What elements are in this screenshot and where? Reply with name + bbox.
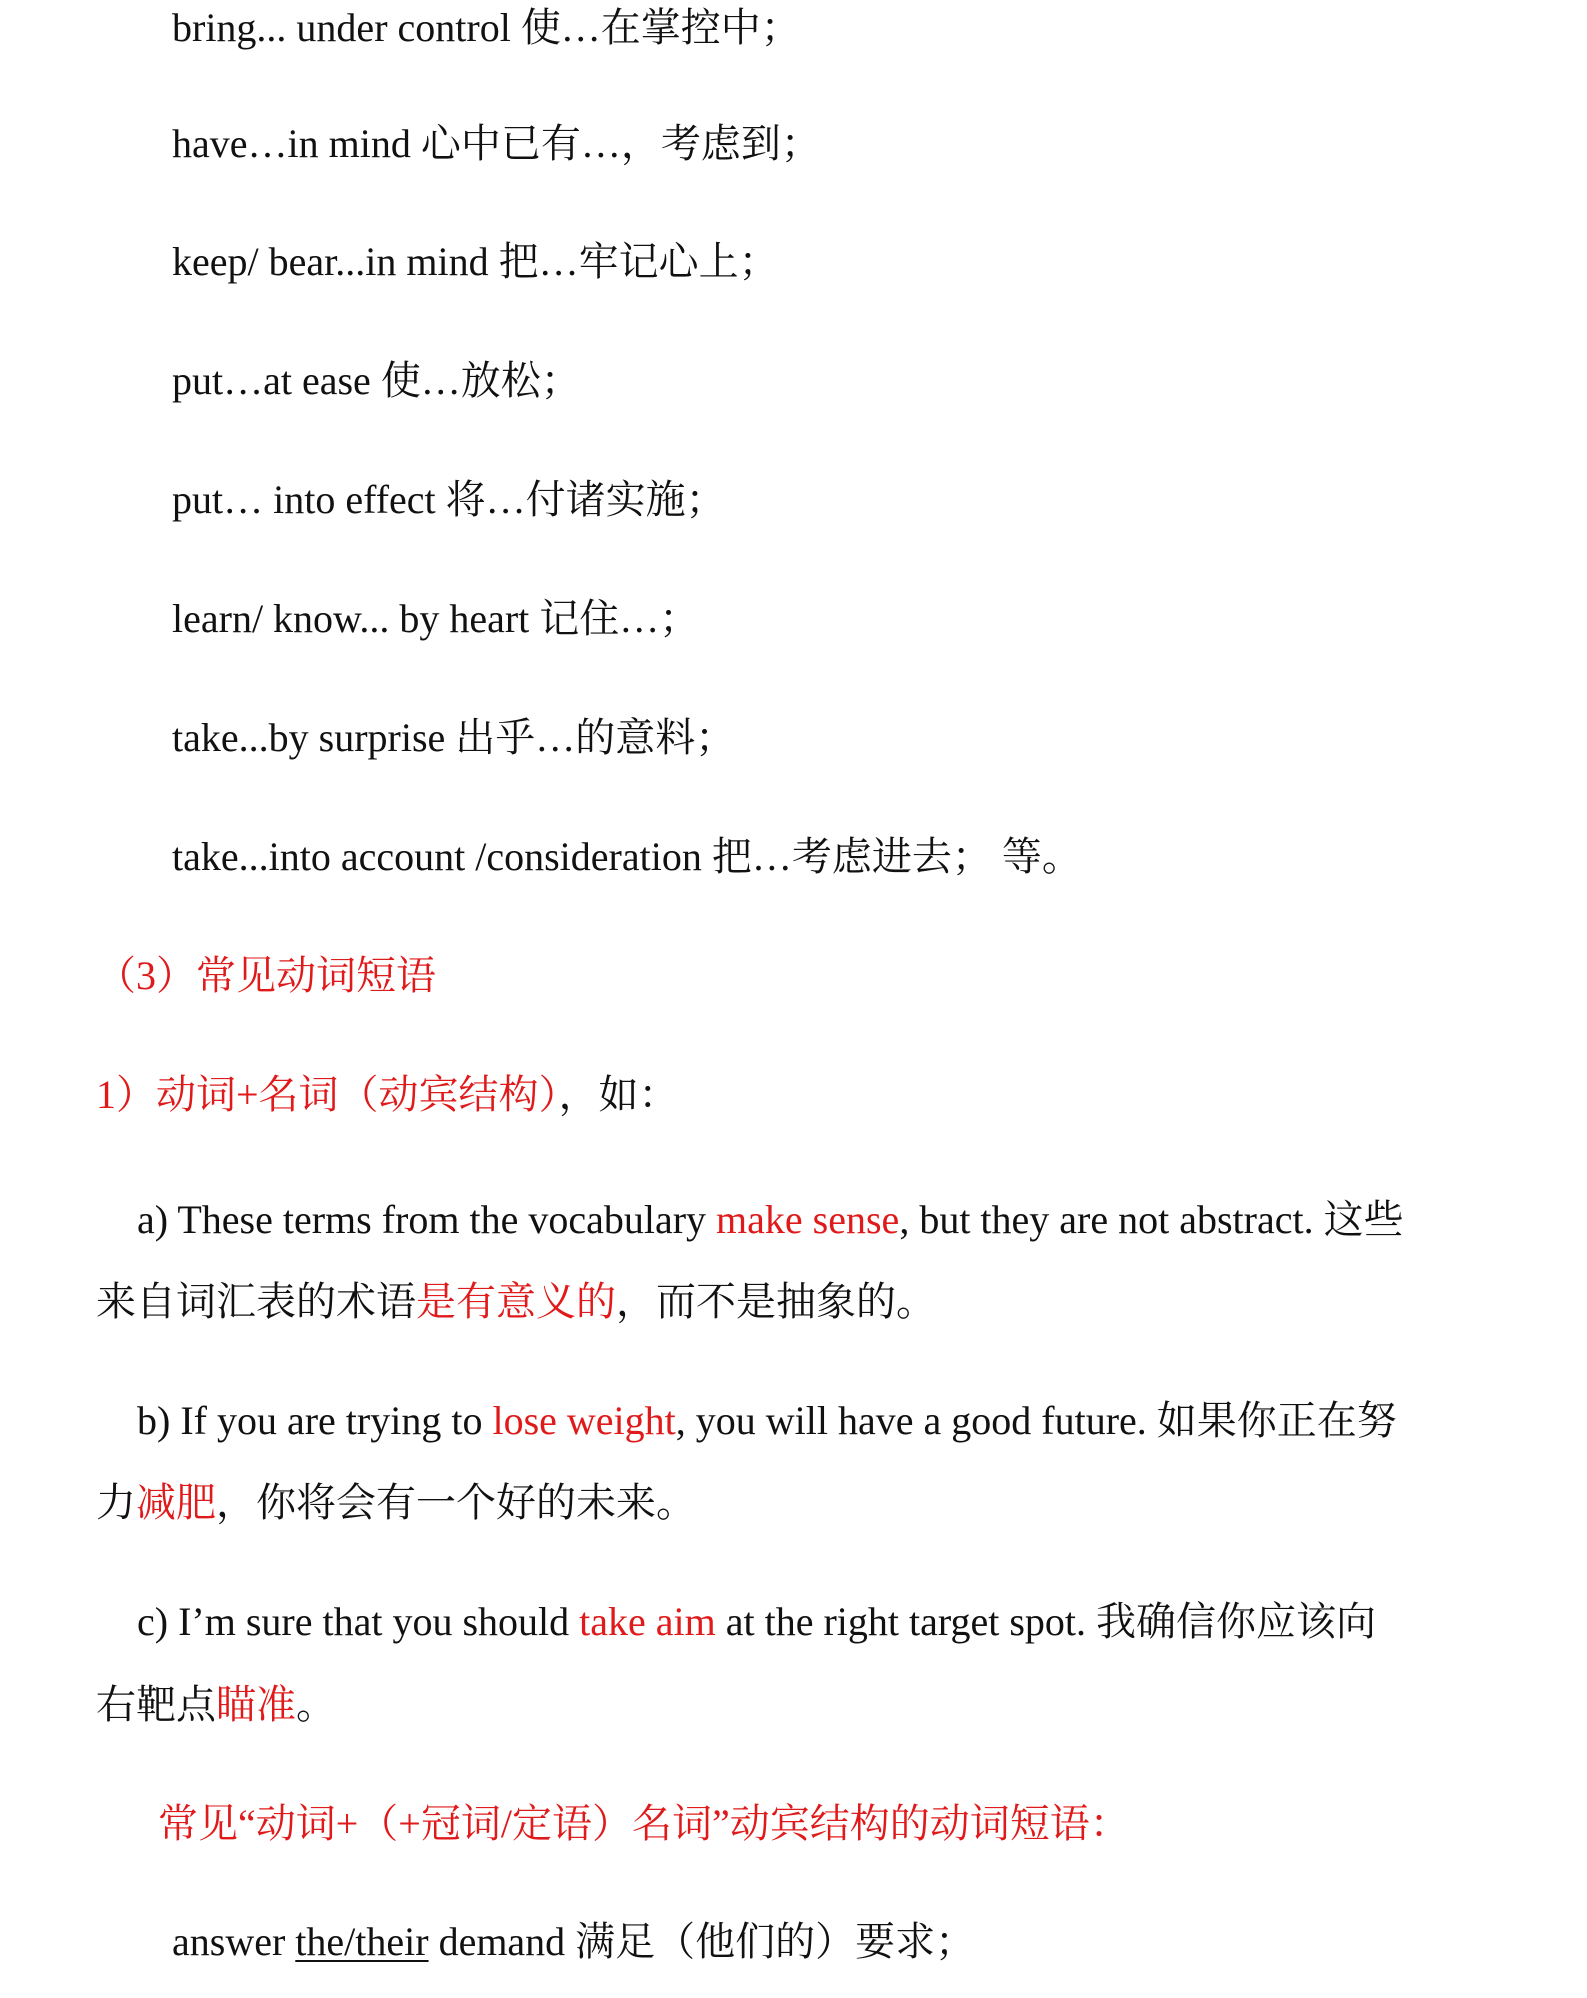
example-b-line-2 [96, 1479, 696, 1527]
phrase-line-6 [172, 595, 699, 643]
phrase-en: put…at ease [172, 358, 371, 403]
example-text: b) If you are trying to [137, 1398, 493, 1443]
last-phrase [172, 1918, 975, 1966]
example-c-line-2 [96, 1681, 336, 1729]
example-highlight: 是有意义的 [416, 1279, 616, 1324]
example-a-line-2 [96, 1278, 936, 1326]
example-highlight: make sense [716, 1197, 900, 1242]
example-b-line-1 [137, 1397, 1397, 1445]
example-c-line-1 [137, 1598, 1376, 1646]
example-text: at the right target spot. 我确信你应该向 [715, 1599, 1377, 1644]
phrase-zh: 出乎…的意料； [455, 715, 736, 760]
example-text: 力 [96, 1480, 136, 1525]
phrase-zh: 把…牢记心上； [498, 239, 779, 284]
phrase-line-8 [172, 833, 1082, 881]
phrase-zh: 使…放松； [380, 358, 581, 403]
phrase-zh: 心中已有…，考虑到； [420, 121, 821, 166]
phrase-zh: 记住…； [539, 596, 700, 641]
example-text: a) These terms from the vocabulary [137, 1197, 717, 1242]
phrase-en: bring... under control [172, 5, 511, 50]
phrase-en: take...by surprise [172, 715, 446, 760]
phrase-line-5 [172, 476, 726, 524]
phrase-en: keep/ bear...in mind [172, 239, 489, 284]
subheading-red: 1）动词+名词（动宾结构） [96, 1072, 559, 1117]
section-heading: （3）常见动词短语 [96, 953, 436, 998]
phrase-en: put… into effect [172, 477, 436, 522]
example-text: c) I’m sure that you should [137, 1599, 580, 1644]
phrase-underlined: the/their [295, 1919, 429, 1964]
phrase-text: answer [172, 1919, 296, 1964]
phrase-line-2 [172, 120, 821, 168]
example-highlight: 减肥 [136, 1480, 216, 1525]
example-text: ，你将会有一个好的未来。 [216, 1480, 696, 1525]
example-text: 。 [296, 1682, 336, 1727]
phrase-en: have…in mind [172, 121, 411, 166]
phrase-en: learn/ know... by heart [172, 596, 530, 641]
phrase-line-3 [172, 238, 779, 286]
example-text: , you will have a good future. 如果你正在努 [675, 1398, 1397, 1443]
phrase-en: take...into account /consideration [172, 834, 702, 879]
subheading [96, 1071, 679, 1119]
phrase-zh: 将…付诸实施； [445, 477, 726, 522]
example-text: ，而不是抽象的。 [616, 1279, 936, 1324]
common-heading: 常见“动词+（+冠词/定语）名词”动宾结构的动词短语： [158, 1801, 1130, 1846]
phrase-zh: 把…考虑进去； 等。 [711, 834, 1082, 879]
subheading-rest: ，如： [558, 1072, 679, 1117]
example-text: , but they are not abstract. 这些 [899, 1197, 1404, 1242]
phrase-zh: 使…在掌控中； [520, 5, 801, 50]
example-highlight: 瞄准 [216, 1682, 296, 1727]
example-text: 来自词汇表的术语 [96, 1279, 416, 1324]
example-a-line-1 [137, 1196, 1404, 1244]
phrase-line-1 [172, 4, 801, 52]
example-highlight: lose weight [492, 1398, 676, 1443]
phrase-line-7 [172, 714, 735, 762]
phrase-text: demand 满足（他们的）要求； [428, 1919, 976, 1964]
phrase-line-4 [172, 357, 581, 405]
example-highlight: take aim [579, 1599, 716, 1644]
example-text: 右靶点 [96, 1682, 216, 1727]
